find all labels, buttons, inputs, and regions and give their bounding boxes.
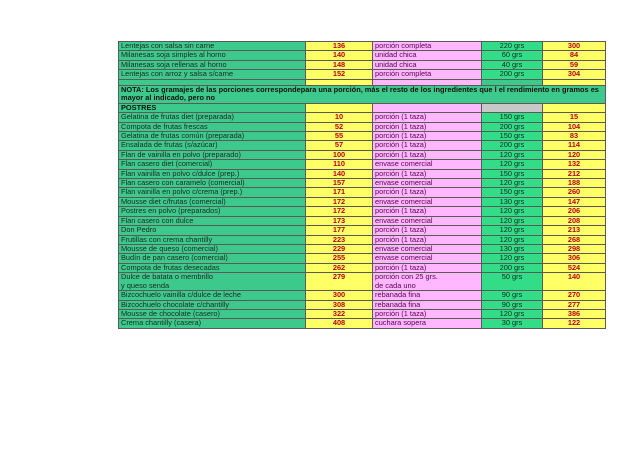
gramos-cell[interactable]: 408: [306, 319, 373, 328]
gramos-cell[interactable]: 140: [306, 51, 373, 60]
kcal-cell[interactable]: 260: [543, 188, 606, 197]
peso-cell[interactable]: 150 grs: [482, 188, 543, 197]
porcion-line: porción con 25 grs.: [375, 272, 438, 282]
item-cell[interactable]: Compota de frutas frescas: [119, 122, 306, 131]
table-row: [119, 122, 606, 131]
gramos-cell[interactable]: 157: [306, 179, 373, 188]
gramos-cell[interactable]: 140: [306, 169, 373, 178]
kcal-cell[interactable]: 213: [543, 226, 606, 235]
note-cell[interactable]: NOTA: Los gramajes de las porciones correspondepara una porción, más el resto de los ingredientes que l el rendimiento en gramos es mayor al indicado, pero no: [119, 85, 606, 103]
porcion-cell[interactable]: porción (1 taza): [373, 150, 482, 159]
kcal-cell[interactable]: 84: [543, 51, 606, 60]
food-table: [118, 41, 606, 329]
kcal-cell[interactable]: 386: [543, 309, 606, 318]
spreadsheet: [118, 41, 598, 329]
table-row: [119, 169, 606, 178]
table-row: [119, 309, 606, 318]
peso-cell[interactable]: 90 grs: [482, 300, 543, 309]
peso-cell[interactable]: 150 grs: [482, 113, 543, 122]
gramos-cell[interactable]: 148: [306, 60, 373, 69]
kcal-cell[interactable]: 212: [543, 169, 606, 178]
kcal-cell[interactable]: 120: [543, 150, 606, 159]
gramos-cell[interactable]: 262: [306, 263, 373, 272]
gramos-cell[interactable]: 229: [306, 244, 373, 253]
item-cell[interactable]: Lentejas con arroz y salsa s/carne: [119, 70, 306, 79]
porcion-cell[interactable]: rebanada fina: [373, 300, 482, 309]
gramos-cell[interactable]: 279: [306, 273, 373, 291]
peso-cell[interactable]: 120 grs: [482, 150, 543, 159]
table-row: [119, 273, 606, 291]
gramos-cell[interactable]: 172: [306, 207, 373, 216]
gramos-cell[interactable]: 308: [306, 300, 373, 309]
item-cell[interactable]: Mousse de chocolate (casero): [119, 309, 306, 318]
item-cell[interactable]: Milanesas soja simples al horno: [119, 51, 306, 60]
peso-cell[interactable]: 150 grs: [482, 169, 543, 178]
empty-cell[interactable]: [482, 103, 543, 112]
empty-cell[interactable]: [306, 103, 373, 112]
table-row: [119, 60, 606, 69]
gramos-cell[interactable]: 171: [306, 188, 373, 197]
table-row: [119, 254, 606, 263]
table-row: [119, 291, 606, 300]
kcal-cell[interactable]: 122: [543, 319, 606, 328]
kcal-cell[interactable]: 524: [543, 263, 606, 272]
porcion-cell[interactable]: [373, 273, 482, 291]
porcion-cell[interactable]: porción (1 taza): [373, 309, 482, 318]
gramos-cell[interactable]: 136: [306, 42, 373, 51]
table-row: [119, 42, 606, 51]
kcal-cell[interactable]: 304: [543, 70, 606, 79]
gramos-cell[interactable]: 322: [306, 309, 373, 318]
kcal-cell[interactable]: 83: [543, 132, 606, 141]
bottom-rows: [119, 291, 606, 329]
kcal-cell[interactable]: 188: [543, 179, 606, 188]
kcal-cell[interactable]: 147: [543, 197, 606, 206]
peso-cell[interactable]: 130 grs: [482, 244, 543, 253]
porcion-cell[interactable]: porción (1 taza): [373, 122, 482, 131]
porcion-cell[interactable]: porción (1 taza): [373, 169, 482, 178]
peso-cell[interactable]: 120 grs: [482, 309, 543, 318]
dulce-rows: [119, 273, 606, 291]
porcion-cell[interactable]: envase comercial: [373, 244, 482, 253]
item-cell[interactable]: Gelatina de frutas común (preparada): [119, 132, 306, 141]
item-cell[interactable]: Flan casero con dulce: [119, 216, 306, 225]
kcal-cell[interactable]: 208: [543, 216, 606, 225]
kcal-cell[interactable]: 104: [543, 122, 606, 131]
postres-rows: [119, 113, 606, 273]
top-rows: [119, 42, 606, 113]
peso-cell[interactable]: 120 grs: [482, 207, 543, 216]
peso-cell[interactable]: 50 grs: [482, 273, 543, 291]
item-cell[interactable]: Lentejas con salsa sin carne: [119, 42, 306, 51]
peso-cell[interactable]: 90 grs: [482, 291, 543, 300]
item-cell[interactable]: Gelatina de frutas diet (preparada): [119, 113, 306, 122]
peso-cell[interactable]: 150 grs: [482, 132, 543, 141]
table-row: [119, 216, 606, 225]
table-row: [119, 132, 606, 141]
table-row: [119, 113, 606, 122]
peso-cell[interactable]: 60 grs: [482, 51, 543, 60]
table-row: [119, 179, 606, 188]
peso-cell[interactable]: 200 grs: [482, 70, 543, 79]
kcal-cell[interactable]: 277: [543, 300, 606, 309]
item-cell[interactable]: Mousse de queso (comercial): [119, 244, 306, 253]
item-cell[interactable]: Crema chantilly (casera): [119, 319, 306, 328]
peso-cell[interactable]: 200 grs: [482, 122, 543, 131]
gramos-cell[interactable]: 300: [306, 291, 373, 300]
table-row: [119, 197, 606, 206]
porcion-line: de cada uno: [375, 280, 416, 290]
peso-cell[interactable]: 200 grs: [482, 141, 543, 150]
item-cell[interactable]: Bizcochuelo vainilla c/dulce de leche: [119, 291, 306, 300]
item-cell[interactable]: Don Pedro: [119, 226, 306, 235]
note-row: [119, 85, 606, 103]
gramos-cell[interactable]: 152: [306, 70, 373, 79]
table-row: [119, 235, 606, 244]
kcal-cell[interactable]: 114: [543, 141, 606, 150]
empty-cell[interactable]: [373, 103, 482, 112]
peso-cell[interactable]: 120 grs: [482, 254, 543, 263]
kcal-cell[interactable]: 15: [543, 113, 606, 122]
porcion-cell[interactable]: unidad chica: [373, 51, 482, 60]
table-row: [119, 150, 606, 159]
peso-cell[interactable]: 30 grs: [482, 319, 543, 328]
table-row: [119, 300, 606, 309]
porcion-cell[interactable]: envase comercial: [373, 216, 482, 225]
porcion-cell[interactable]: porción (1 taza): [373, 132, 482, 141]
peso-cell[interactable]: 220 grs: [482, 42, 543, 51]
item-cell[interactable]: [119, 273, 306, 291]
porcion-cell[interactable]: porción (1 taza): [373, 207, 482, 216]
peso-cell[interactable]: 120 grs: [482, 160, 543, 169]
item-cell[interactable]: Budín de pan casero (comercial): [119, 254, 306, 263]
table-row: [119, 141, 606, 150]
kcal-cell[interactable]: 59: [543, 60, 606, 69]
gramos-cell[interactable]: 177: [306, 226, 373, 235]
porcion-cell[interactable]: porción (1 taza): [373, 113, 482, 122]
porcion-cell[interactable]: porción (1 taza): [373, 263, 482, 272]
item-cell[interactable]: Flan casero con caramelo (comercial): [119, 179, 306, 188]
gramos-cell[interactable]: 255: [306, 254, 373, 263]
porcion-cell[interactable]: porción completa: [373, 70, 482, 79]
peso-cell[interactable]: 120 grs: [482, 235, 543, 244]
item-cell[interactable]: Milanesas soja rellenas al horno: [119, 60, 306, 69]
item-cell[interactable]: Ensalada de frutas (s/azúcar): [119, 141, 306, 150]
table-row: [119, 51, 606, 60]
gramos-cell[interactable]: 110: [306, 160, 373, 169]
item-cell[interactable]: Frutillas con crema chantilly: [119, 235, 306, 244]
kcal-cell[interactable]: 206: [543, 207, 606, 216]
item-cell[interactable]: Compota de frutas desecadas: [119, 263, 306, 272]
porcion-cell[interactable]: envase comercial: [373, 254, 482, 263]
kcal-cell[interactable]: 306: [543, 254, 606, 263]
item-line: y queso senda: [121, 280, 170, 290]
item-cell[interactable]: Flan vainilla en polvo c/dulce (prep.): [119, 169, 306, 178]
porcion-cell[interactable]: porción (1 taza): [373, 141, 482, 150]
gramos-cell[interactable]: 223: [306, 235, 373, 244]
kcal-cell[interactable]: 270: [543, 291, 606, 300]
kcal-cell[interactable]: 140: [543, 273, 606, 291]
item-line: Dulce de batata o membrillo: [121, 272, 214, 282]
porcion-cell[interactable]: unidad chica: [373, 60, 482, 69]
kcal-cell[interactable]: 268: [543, 235, 606, 244]
table-row: [119, 188, 606, 197]
porcion-cell[interactable]: envase comercial: [373, 160, 482, 169]
gramos-cell[interactable]: 173: [306, 216, 373, 225]
porcion-cell[interactable]: porción (1 taza): [373, 188, 482, 197]
empty-cell[interactable]: [543, 103, 606, 112]
table-row: [119, 70, 606, 79]
kcal-cell[interactable]: 132: [543, 160, 606, 169]
item-cell[interactable]: Bizcochuelo chocolate c/chantilly: [119, 300, 306, 309]
peso-cell[interactable]: 120 grs: [482, 216, 543, 225]
peso-cell[interactable]: 130 grs: [482, 197, 543, 206]
item-cell[interactable]: Postres en polvo (preparados): [119, 207, 306, 216]
kcal-cell[interactable]: 300: [543, 42, 606, 51]
table-row: [119, 244, 606, 253]
gramos-cell[interactable]: 10: [306, 113, 373, 122]
gramos-cell[interactable]: 55: [306, 132, 373, 141]
table-row: [119, 226, 606, 235]
table-row: [119, 319, 606, 328]
gramos-cell[interactable]: 57: [306, 141, 373, 150]
kcal-cell[interactable]: 298: [543, 244, 606, 253]
section-title[interactable]: POSTRES: [119, 103, 306, 112]
peso-cell[interactable]: 40 grs: [482, 60, 543, 69]
porcion-cell[interactable]: porción (1 taza): [373, 235, 482, 244]
item-cell[interactable]: Flan vainilla en polvo c/crema (prep.): [119, 188, 306, 197]
peso-cell[interactable]: 120 grs: [482, 226, 543, 235]
porcion-cell[interactable]: cuchara sopera: [373, 319, 482, 328]
item-cell[interactable]: Mousse diet c/frutas (comercial): [119, 197, 306, 206]
table-row: [119, 160, 606, 169]
peso-cell[interactable]: 200 grs: [482, 263, 543, 272]
item-cell[interactable]: Flan casero diet (comercial): [119, 160, 306, 169]
gramos-cell[interactable]: 100: [306, 150, 373, 159]
porcion-cell[interactable]: porción (1 taza): [373, 226, 482, 235]
gramos-cell[interactable]: 52: [306, 122, 373, 131]
item-cell[interactable]: Flan de vainilla en polvo (preparado): [119, 150, 306, 159]
peso-cell[interactable]: 120 grs: [482, 179, 543, 188]
table-row: [119, 207, 606, 216]
porcion-cell[interactable]: rebanada fina: [373, 291, 482, 300]
gramos-cell[interactable]: 172: [306, 197, 373, 206]
porcion-cell[interactable]: envase comercial: [373, 197, 482, 206]
section-header-row: [119, 103, 606, 112]
table-row: [119, 263, 606, 272]
porcion-cell[interactable]: envase comercial: [373, 179, 482, 188]
porcion-cell[interactable]: porción completa: [373, 42, 482, 51]
